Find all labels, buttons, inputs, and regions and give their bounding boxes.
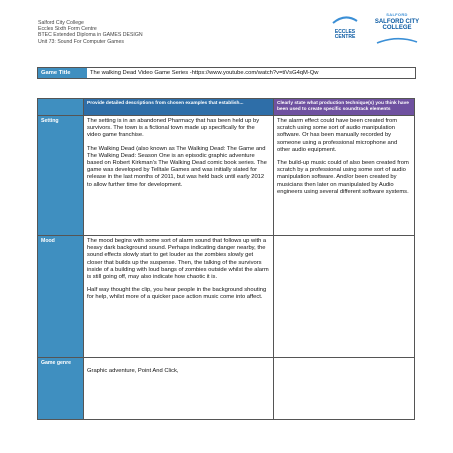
mood-technique-cell (274, 236, 415, 358)
header-line: Salford City College (38, 20, 84, 26)
descriptions-column-header: Provide detailed descriptions from chosen examples that establish... (84, 99, 274, 116)
game-title-label: Game Title (38, 68, 87, 78)
mood-description-paragraph: Half way thought the clip, you hear people in the background shouting for help, whilst more of a quicker pace action music come into affect. (87, 287, 267, 301)
table-row-mood (38, 236, 415, 358)
game-title-value: The walking Dead Video Game Series -https://www.youtube.com/watch?v=tiVsG4qM-Qw (90, 70, 319, 76)
row-label: Game genre (38, 358, 84, 420)
setting-technique-cell (274, 116, 415, 236)
salford-logo-text: COLLEGE (382, 25, 412, 32)
game-title-row (37, 67, 416, 79)
setting-technique-paragraph: The build-up music could of also been created from scratch by a professional using some sort of audio manipulation software. And/or been created by musicians then later on manipulated by Audio engineers using several different software systems. (277, 160, 409, 195)
salford-logo-text: SALFORD (374, 18, 404, 25)
setting-description-paragraph: The setting is in an abandoned Pharmacy that has been held up by survivors. The town is a fictional town made up specifically for the video game franchise. (87, 118, 260, 139)
salford-city-college-logo (371, 12, 423, 38)
header-line: Unit 73: Sound For Computer Games (38, 38, 124, 45)
mood-description-cell (84, 236, 274, 358)
genre-description-paragraph: Graphic adventure, Point And Click, (87, 368, 179, 374)
header-line: Eccles Sixth Form Centre (38, 26, 97, 33)
logos (327, 12, 423, 41)
swoosh-icon (376, 37, 418, 45)
eccles-logo-text: ECCLES (334, 29, 356, 35)
salford-logo-text: CITY (405, 18, 420, 25)
table-header-row (38, 99, 415, 116)
row-label: Setting (38, 116, 84, 236)
setting-description-cell (84, 116, 274, 236)
salford-logo-small: SALFORD (386, 12, 408, 17)
header-blank-cell (38, 99, 84, 116)
mood-description-paragraph: The mood begins with some sort of alarm sound that follows up with a heavy dark background sound. Perhaps indicating danger nearby, the sound effects slowly start to get louder as the zombies slowly get closer that builds up the suspense. Then, the talking of the survivors inside of a building with loud bangs of zombies outside whilst the alarm is still going off, may also indicate how chaotic it is. (87, 238, 269, 281)
techniques-column-header: Clearly state what production technique(s) you think have been used to create specific soundtrack elements (274, 99, 415, 116)
analysis-table (37, 98, 415, 420)
table-row-setting (38, 116, 415, 236)
header-line: BTEC Extended Diploma in GAMES DESIGN (38, 32, 143, 39)
table-row-game-genre (38, 358, 415, 420)
genre-description-cell (84, 358, 274, 420)
setting-description-paragraph: The Walking Dead (also known as The Walking Dead: The Game and The Walking Dead: Season One is an episodic graphic adventure based on Robert Kirkman's The Walking Dead comic book series. The game was developed by Telltale Games and was initially slated for release in the last months of 2011, but was held back until early 2012 to allow further time for development. (87, 145, 267, 188)
college-header (38, 20, 143, 45)
genre-technique-cell (274, 358, 415, 420)
eccles-centre-logo (327, 12, 363, 41)
setting-technique-paragraph: The alarm effect could have been created from scratch using some sort of audio manipulation software. Or has been manually recorded by someone using a professional microphone and other audio equipment. (277, 118, 398, 153)
eccles-logo-text: CENTRE (334, 34, 356, 41)
swoosh-icon (332, 15, 358, 25)
row-label: Mood (38, 236, 84, 358)
